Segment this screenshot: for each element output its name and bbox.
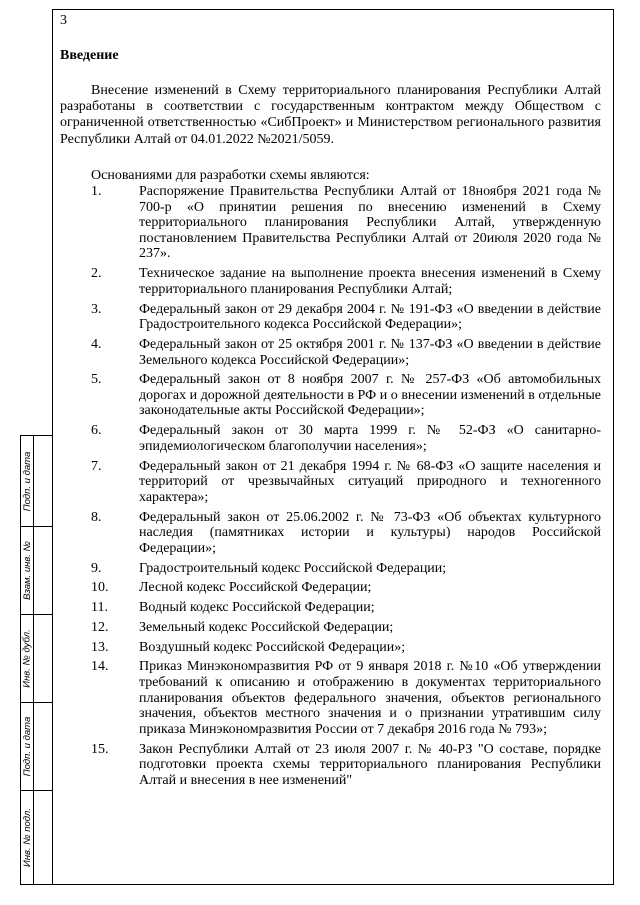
list-item-number: 7. (91, 458, 102, 474)
list-item-number: 14. (91, 659, 109, 675)
list-item-text: Водный кодекс Российской Федерации; (139, 600, 375, 616)
list-item-number: 12. (91, 619, 109, 635)
stamp-label-sign-date-2: Подп. и дата (22, 716, 34, 776)
list-item-number: 13. (91, 639, 109, 655)
list-item (60, 423, 601, 454)
stamp-label-original-inv: Инв. № подл. (22, 807, 34, 867)
page-number: 3 (60, 13, 67, 28)
list-item-number: 5. (91, 372, 102, 388)
section-heading: Введение (60, 48, 119, 63)
list-item-text: Воздушный кодекс Российской Федерации»; (139, 639, 406, 655)
list-item-text: Приказ Минэкономразвития РФ от 9 января 2018 г. №10 «Об утверждении требований к описанию и отображению в документах территориального планирования объектов федерального значения, объектов регионального значения, объектов местного значения и о признании утратившим силу приказа Минэкономразвития России от 7 декабря 2016 года № 793»; (139, 659, 601, 737)
list-item (60, 372, 601, 419)
list-item-number: 2. (91, 266, 102, 282)
list-item-number: 10. (91, 580, 109, 596)
list-item (60, 659, 601, 737)
list-item-text: Закон Республики Алтай от 23 июля 2007 г. № 40-РЗ "О составе, порядке подготовки проекта схемы территориального планирования Республики Алтай и внесения в нее изменений" (139, 741, 601, 788)
list-item-text: Градостроительный кодекс Российской Федерации; (139, 560, 447, 576)
list-item-text: Техническое задание на выполнение проекта внесения изменений в Схему территориального планирования Республики Алтай; (139, 266, 601, 297)
list-item-text: Лесной кодекс Российской Федерации; (139, 580, 372, 596)
list-item-text: Федеральный закон от 30 марта 1999 г. № 52-ФЗ «О санитарно-эпидемиологическом благополучии населения»; (139, 423, 601, 454)
list-item (60, 459, 601, 506)
list-item-number: 4. (91, 336, 102, 352)
list-item (60, 600, 601, 616)
list-item-text: Федеральный закон от 8 ноября 2007 г. № 257-ФЗ «Об автомобильных дорогах и дорожной деятельности в РФ и о внесении изменений в отдельные законодательные акты Российской Федерации»; (139, 372, 601, 419)
stamp-column (20, 435, 52, 885)
basis-list (60, 184, 601, 793)
list-item (60, 640, 601, 656)
list-item-number: 11. (91, 600, 108, 616)
list-item-text: Федеральный закон от 25 октября 2001 г. № 137-ФЗ «О введении в действие Земельного кодекса Российской Федерации»; (139, 336, 601, 368)
list-item-text: Земельный кодекс Российской Федерации; (139, 619, 394, 635)
stamp-label-duplicate-inv: Инв. № дубл. (22, 628, 33, 688)
list-item (60, 266, 601, 297)
list-item-number: 8. (91, 509, 102, 525)
list-item-number: 6. (91, 423, 102, 439)
list-item (60, 742, 601, 789)
list-item-number: 15. (91, 741, 109, 757)
list-item (60, 620, 601, 636)
list-item-text: Распоряжение Правительства Республики Алтай от 18ноября 2021 года № 700-р «О принятии решения по внесению изменений в Схему территориального планирования Республики Алтай, утвержденную постановлением Правительства Республики Алтай от 20июля 2020 года № 237». (139, 184, 601, 262)
list-item (60, 561, 601, 577)
intro-paragraph: Внесение изменений в Схему территориального планирования Республики Алтай разработаны в соответствии с государственным контрактом между Обществом с ограниченной ответственностью «СибПроект» и Министерством регионального развития Республики Алтай от 04.01.2022 №2021/5059. (60, 83, 601, 147)
list-item-number: 9. (91, 560, 102, 576)
list-item-number: 3. (91, 301, 102, 317)
stamp-label-sign-date: Подп. и дата (22, 451, 34, 511)
basis-title: Основаниями для разработки схемы являются: (91, 168, 370, 183)
list-item-text: Федеральный закон от 21 декабря 1994 г. № 68-ФЗ «О защите населения и территорий от чрезвычайных ситуаций природного и техногенного характера»; (139, 458, 601, 505)
list-item-text: Федеральный закон от 25.06.2002 г. № 73-ФЗ «Об объектах культурного наследия (памятниках истории и культуры) народов Российской Федерации»; (139, 509, 601, 556)
list-item (60, 302, 601, 333)
list-item (60, 580, 601, 596)
list-item (60, 184, 601, 262)
list-item-number: 1. (91, 184, 102, 199)
list-item (60, 337, 601, 368)
list-item (60, 510, 601, 557)
stamp-label-replaced-inv: Взам. инв. № (22, 540, 34, 600)
list-item-text: Федеральный закон от 29 декабря 2004 г. № 191-ФЗ «О введении в действие Градостроительного кодекса Российской Федерации»; (139, 301, 601, 333)
